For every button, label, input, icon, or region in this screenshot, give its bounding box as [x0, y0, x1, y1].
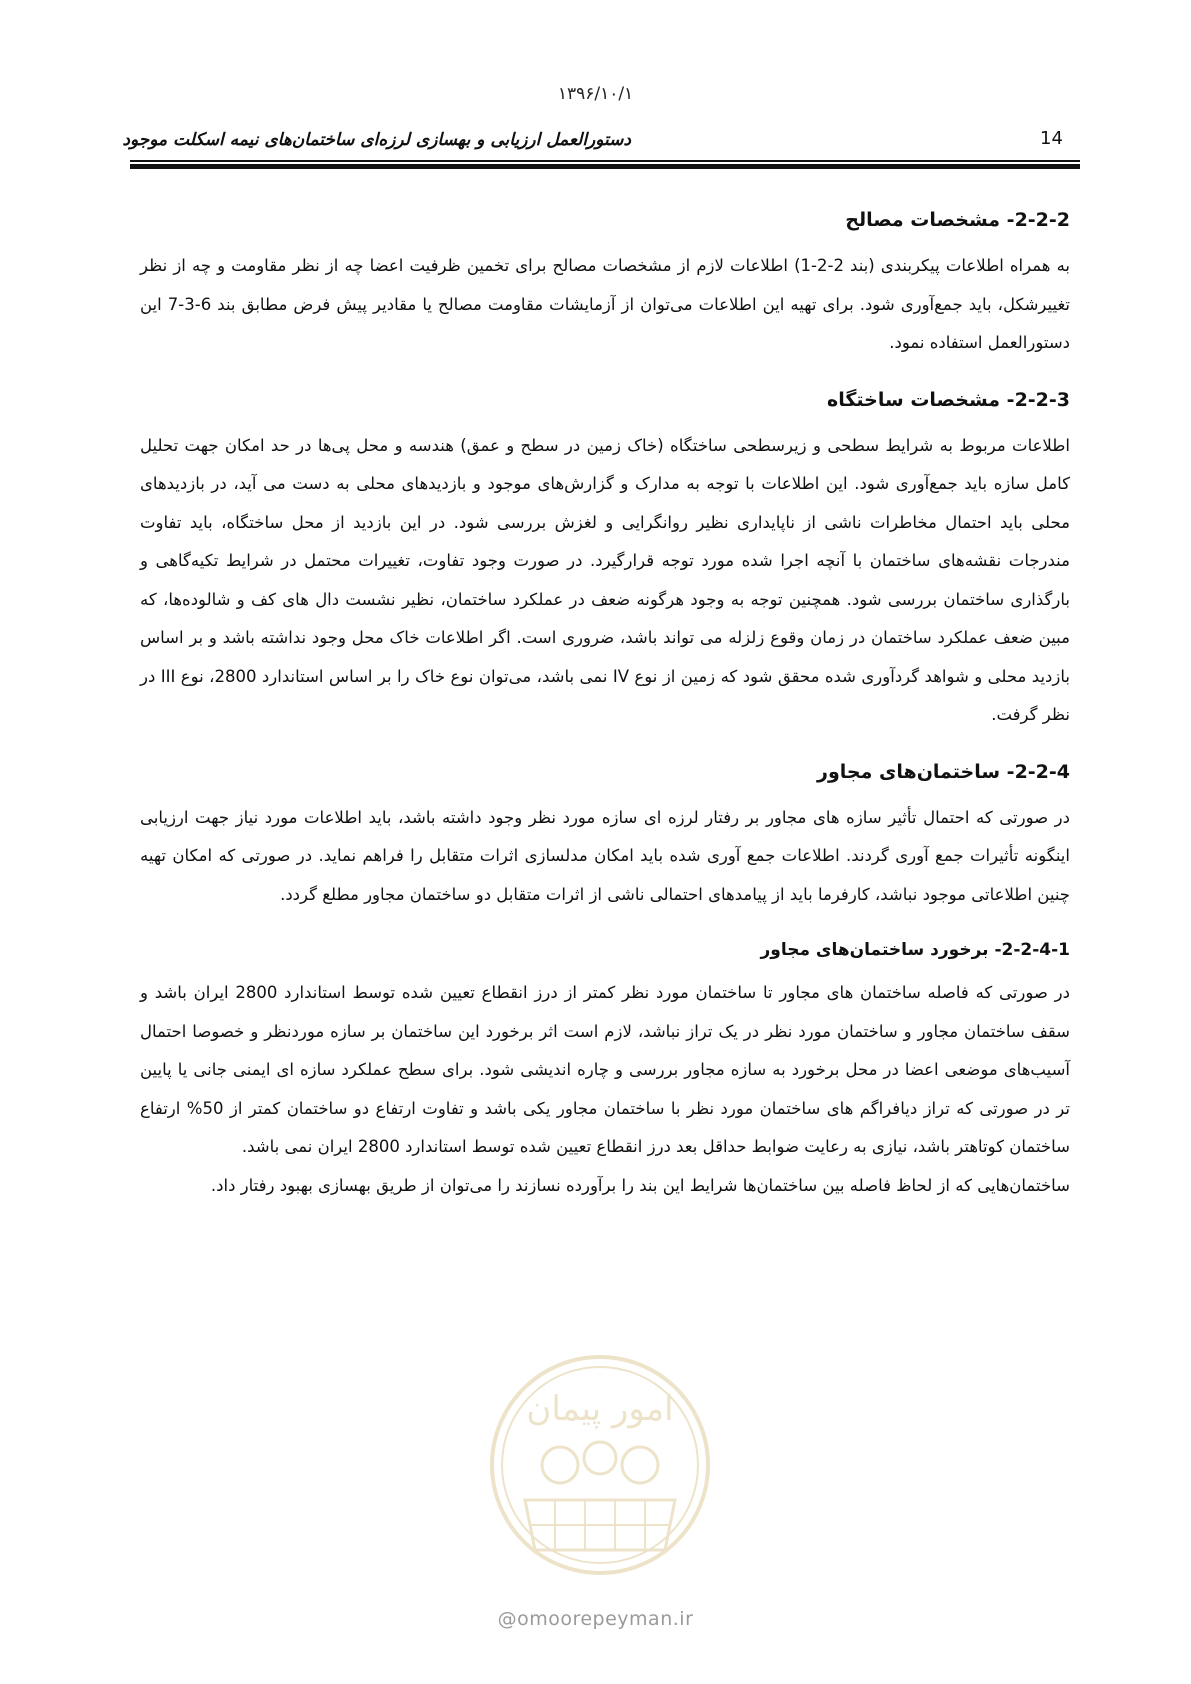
section-paragraph: در صورتی که احتمال تأثیر سازه های مجاور بر رفتار لرزه ای سازه مورد نظر وجود داشته باشد، باید اطلاعات مورد نیاز جهت ارزیابی اینگونه تأثیرات جمع آوری گردند. اطلاعات جمع آوری شده باید امکان مدلسازی اثرات متقابل را فراهم نماید. در صورتی که امکان تهیه چنین اطلاعاتی موجود نباشد، کارفرما باید از پیامدهای احتمالی ناشی از اثرات متقابل دو ساختمان مجاور مطلع گردد.: [140, 807, 1070, 904]
watermark-logo-icon: [485, 1350, 715, 1580]
page-number: 14: [1040, 128, 1063, 149]
header-rule-thick: [130, 164, 1080, 169]
section-pounding: [140, 936, 1070, 1167]
section-material-properties: [140, 205, 1070, 363]
running-title: دستورالعمل ارزیابی و بهسازی لرزه‌ای ساختمان‌های نیمه اسکلت موجود: [122, 130, 631, 150]
svg-text:امور پیمان: امور پیمان: [526, 1389, 674, 1429]
section-adjacent-buildings: [140, 757, 1070, 915]
section-paragraph: اطلاعات مربوط به شرایط سطحی و زیرسطحی ساختگاه (خاک زمین در سطح و عمق) هندسه و محل پی‌ها در حد امکان جهت تحلیل کامل سازه باید جمع‌آوری شود. این اطلاعات با توجه به مدارک و گزارش‌های موجود و بازدیدهای محلی به دست می آید، در بازدیدهای محلی باید احتمال مخاطرات ناشی از ناپایداری نظیر روانگرایی و لغزش بررسی شود. در این بازدید از محل ساختگاه، باید تفاوت مندرجات نقشه‌های ساختمان با آنچه اجرا شده مورد توجه قرارگیرد. در صورت وجود تفاوت، تغییرات محتمل در شرایط تکیه‌گاهی و بارگذاری ساختمان بررسی شود. همچنین توجه به وجود هرگونه ضعف در عملکرد ساختمان، نظیر نشست دال های کف و شالوده‌ها، که مبین ضعف عملکرد ساختمان در زمان وقوع زلزله می تواند باشد، ضروری است. اگر اطلاعات خاک محل وجود نداشته باشد و بر اساس بازدید محلی و شواهد گردآوری شده محقق شود که زمین از نوع IV نمی باشد، می‌توان نوع خاک را بر اساس استاندارد 2800، نوع III در نظر گرفت.: [140, 435, 1070, 724]
page-body: [140, 205, 1070, 1205]
section-paragraph: به همراه اطلاعات پیکربندی (بند 2-2-1) اطلاعات لازم از مشخصات مصالح برای تخمین ظرفیت اعضا چه از نظر مقاومت و چه از نظر تغییرشکل، باید جمع‌آوری شود. برای تهیه این اطلاعات می‌توان از آزمایشات مقاومت مصالح یا مقادیر پیش فرض مطابق بند 6-3-7 این دستورالعمل استفاده نمود.: [140, 256, 1071, 352]
section-heading: 2-2-3- مشخصات ساختگاه: [827, 388, 1070, 411]
watermark-site: @omoorepeyman.ir: [497, 1608, 694, 1630]
section-paragraph: در صورتی که فاصله ساختمان های مجاور تا ساختمان مورد نظر کمتر از درز انقطاع تعیین شده توسط استاندارد 2800 ایران باشد و سقف ساختمان مجاور و ساختمان مورد نظر در یک تراز نباشد، لازم است اثر برخورد این ساختمان بر سازه موردنظر و خصوصا احتمال آسیب‌های موضعی اعضا در محل برخورد به سازه مجاور بررسی و چاره اندیشی شود. برای سطح عملکرد سازه ای ایمنی جانی یا پایین تر در صورتی که تراز دیافراگم های ساختمان مورد نظر با ساختمان مجاور یکی باشد و تفاوت ارتفاع دو ساختمان کمتر از 50% ارتفاع ساختمان کوتاهتر باشد، نیازی به رعایت ضوابط حداقل بعد درز انقطاع تعیین شده توسط استاندارد 2800 ایران نمی باشد.: [140, 983, 1070, 1156]
section-site-properties: [140, 385, 1070, 735]
header-date: ۱۳۹۶/۱۰/۱: [557, 84, 634, 104]
header-rule-thin: [130, 160, 1080, 162]
section-heading: 2-2-2- مشخصات مصالح: [845, 209, 1070, 231]
section-heading: 2-2-4- ساختمان‌های مجاور: [817, 760, 1070, 783]
closing-paragraph: ساختمان‌هایی که از لحاظ فاصله بین ساختمان‌ها شرایط این بند را برآورده نسازند را می‌توان از طریق بهسازی بهبود رفتار داد.: [210, 1175, 1070, 1195]
subsection-heading: 2-2-4-1- برخورد ساختمان‌های مجاور: [760, 940, 1070, 960]
